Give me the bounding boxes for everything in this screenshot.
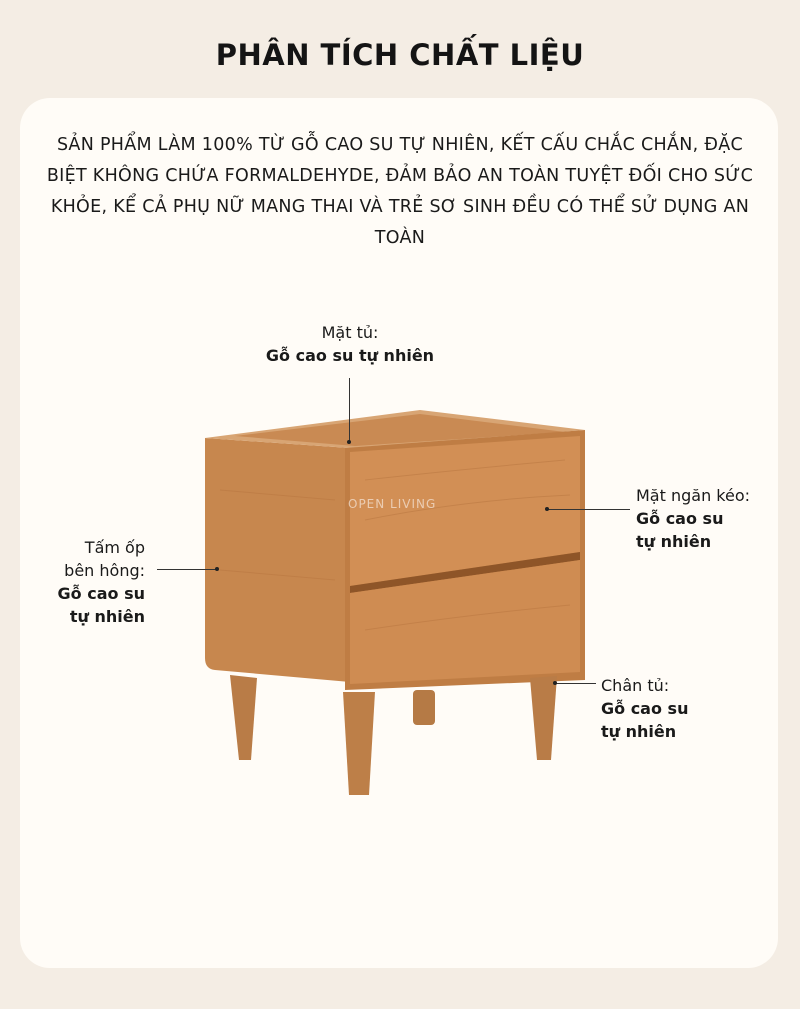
callout-drawer-material-1: Gỗ cao su	[636, 509, 724, 528]
callout-drawer-dot	[545, 507, 549, 511]
callout-side-label-1: Tấm ốp	[84, 538, 145, 557]
callout-side-material-2: tự nhiên	[69, 607, 145, 626]
side-panel	[205, 438, 350, 682]
back-leg-right	[413, 690, 435, 725]
page-title: PHÂN TÍCH CHẤT LIỆU	[215, 38, 585, 72]
callout-leg-material-1: Gỗ cao su	[601, 699, 689, 718]
watermark-logo: OPEN LIVING	[348, 497, 437, 511]
front-leg-right	[530, 676, 557, 760]
callout-side-label-2: bên hông:	[64, 561, 145, 580]
callout-drawer	[636, 484, 786, 553]
nightstand-image	[195, 400, 595, 800]
callout-leg-dot	[553, 681, 557, 685]
callout-leg-label: Chân tủ:	[601, 676, 670, 695]
callout-top	[240, 321, 460, 367]
callout-drawer-material-2: tự nhiên	[636, 532, 712, 551]
callout-top-dot	[347, 440, 351, 444]
callout-top-line	[349, 378, 350, 441]
callout-side-dot	[215, 567, 219, 571]
callout-top-label: Mặt tủ:	[321, 323, 379, 342]
front-leg-left	[230, 675, 257, 760]
callout-leg	[601, 674, 751, 743]
callout-leg-material-2: tự nhiên	[601, 722, 677, 741]
callout-drawer-label: Mặt ngăn kéo:	[636, 486, 751, 505]
callout-drawer-line	[548, 509, 630, 510]
callout-leg-line	[556, 683, 596, 684]
front-leg-center	[343, 692, 375, 795]
callout-side	[20, 536, 145, 628]
product-description: SẢN PHẨM LÀM 100% TỪ GỖ CAO SU TỰ NHIÊN, KẾT CẤU CHẮC CHẮN, ĐẶC BIỆT KHÔNG CHỨA FORMALDEHYDE, ĐẢM BẢO AN TOÀN TUYỆT ĐỐI CHO SỨC KHỎE, KỂ CẢ PHỤ NỮ MANG THAI VÀ TRẺ SƠ SINH ĐỀU CÓ THỂ SỬ DỤNG AN TOÀN	[46, 135, 754, 248]
callout-top-material: Gỗ cao su tự nhiên	[265, 346, 435, 365]
callout-side-material-1: Gỗ cao su	[57, 584, 145, 603]
callout-side-line	[157, 569, 217, 570]
